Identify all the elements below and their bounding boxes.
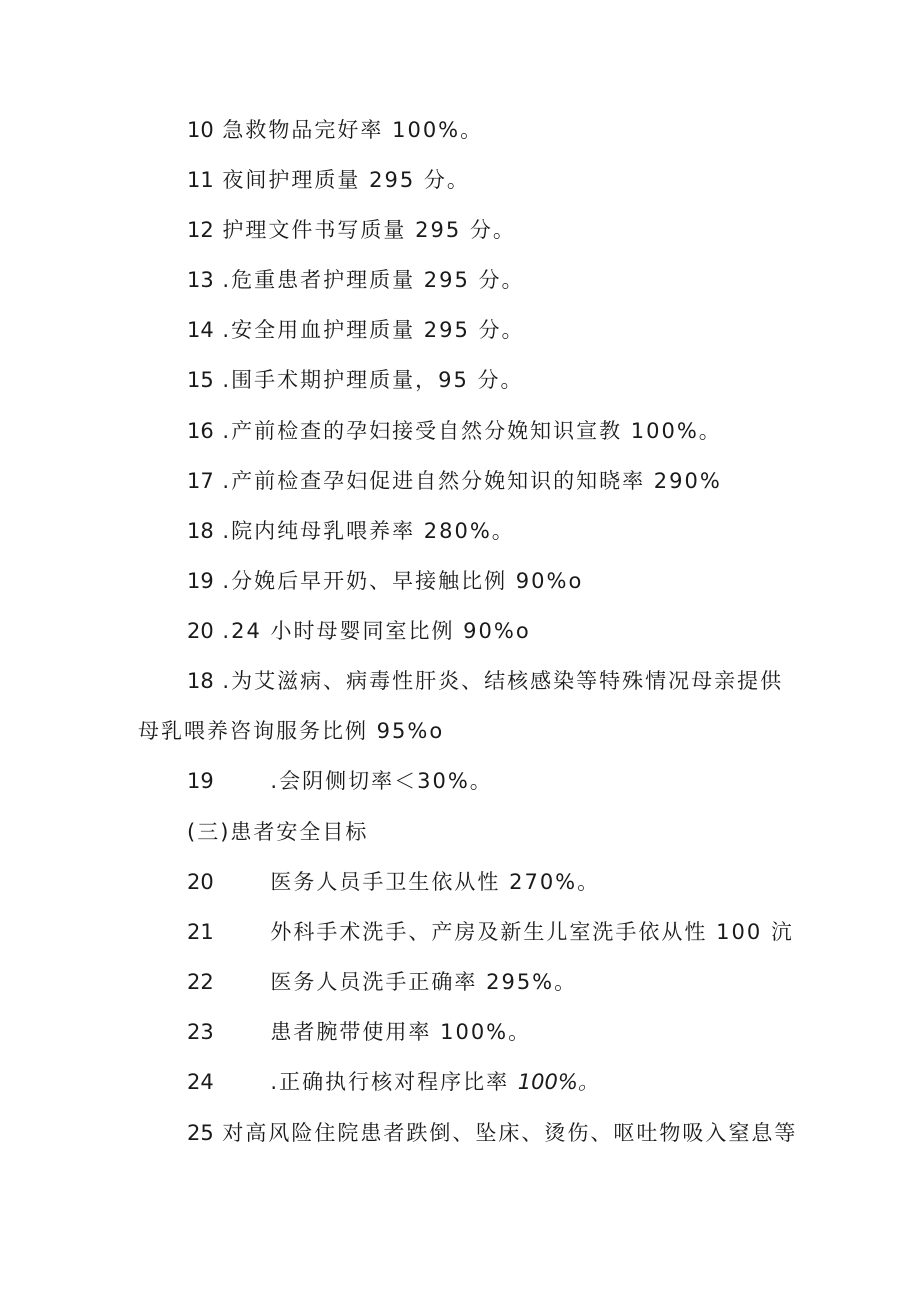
list-item xyxy=(187,1018,531,1046)
list-item xyxy=(187,266,525,294)
item-number: 18 xyxy=(187,669,214,693)
item-text: .安全用血护理质量 295 分。 xyxy=(222,318,525,342)
list-item xyxy=(187,918,794,946)
list-item xyxy=(187,968,577,996)
list-item xyxy=(187,868,600,896)
list-item xyxy=(187,517,515,545)
item-number: 16 xyxy=(187,419,214,443)
list-item xyxy=(187,617,531,645)
item-number: 19 xyxy=(187,569,214,593)
item-text: 护理文件书写质量 295 分。 xyxy=(222,218,516,242)
list-item xyxy=(187,417,722,445)
list-item xyxy=(187,767,493,795)
item-text: .为艾滋病、病毒性肝炎、结核感染等特殊情况母亲提供 xyxy=(222,669,784,693)
list-item xyxy=(187,316,525,344)
item-number: 20 xyxy=(187,619,214,643)
item-number: 17 xyxy=(187,469,214,493)
list-item xyxy=(187,216,516,244)
item-number: 13 xyxy=(187,268,214,292)
item-text: .危重患者护理质量 295 分。 xyxy=(222,268,525,292)
section-heading: (三)患者安全目标 xyxy=(187,820,369,844)
item-text: .围手术期护理质量，95 分。 xyxy=(222,368,524,392)
item-number: 25 xyxy=(187,1121,214,1145)
list-item xyxy=(187,667,783,695)
list-item xyxy=(187,467,722,495)
list-item xyxy=(187,1119,797,1147)
list-item xyxy=(187,116,483,144)
item-number: 12 xyxy=(187,218,214,242)
item-number: 20 xyxy=(187,870,214,894)
item-text-italic: 100%。 xyxy=(517,1070,599,1094)
item-text: .正确执行核对程序比率 xyxy=(270,1070,518,1094)
list-item xyxy=(187,166,470,194)
item-number: 10 xyxy=(187,118,214,142)
item-text: 医务人员手卫生依从性 270%。 xyxy=(270,870,601,894)
item-number: 11 xyxy=(187,168,214,192)
item-text: .院内纯母乳喂养率 280%。 xyxy=(222,519,515,543)
list-item xyxy=(187,567,583,595)
item-number: 23 xyxy=(187,1020,214,1044)
item-number: 19 xyxy=(187,769,214,793)
item-text: 对高风险住院患者跌倒、坠床、烫伤、呕吐物吸入窒息等 xyxy=(222,1121,798,1145)
item-text: .产前检查的孕妇接受自然分娩知识宣教 100%。 xyxy=(222,419,722,443)
item-number: 21 xyxy=(187,920,214,944)
item-text: 急救物品完好率 100%。 xyxy=(222,118,484,142)
item-number: 18 xyxy=(187,519,214,543)
item-number: 15 xyxy=(187,368,214,392)
list-item xyxy=(187,366,524,394)
item-text: 夜间护理质量 295 分。 xyxy=(222,168,470,192)
list-item xyxy=(187,1068,599,1096)
item-number: 22 xyxy=(187,970,214,994)
item-text: .分娩后早开奶、早接触比例 90%o xyxy=(222,569,584,593)
item-number: 14 xyxy=(187,318,214,342)
item-text: .24 小时母婴同室比例 90%o xyxy=(222,619,531,643)
item-text: .产前检查孕妇促进自然分娩知识的知晓率 290% xyxy=(222,469,722,493)
item-text: 母乳喂养咨询服务比例 95%o xyxy=(138,719,445,743)
item-text: .会阴侧切率＜30%。 xyxy=(270,769,493,793)
item-text: 医务人员洗手正确率 295%。 xyxy=(270,970,578,994)
item-text: 患者腕带使用率 100%。 xyxy=(270,1020,532,1044)
item-number: 24 xyxy=(187,1070,214,1094)
list-item-continuation xyxy=(138,717,444,745)
item-text: 外科手术洗手、产房及新生儿室洗手依从性 100 沆 xyxy=(270,920,794,944)
